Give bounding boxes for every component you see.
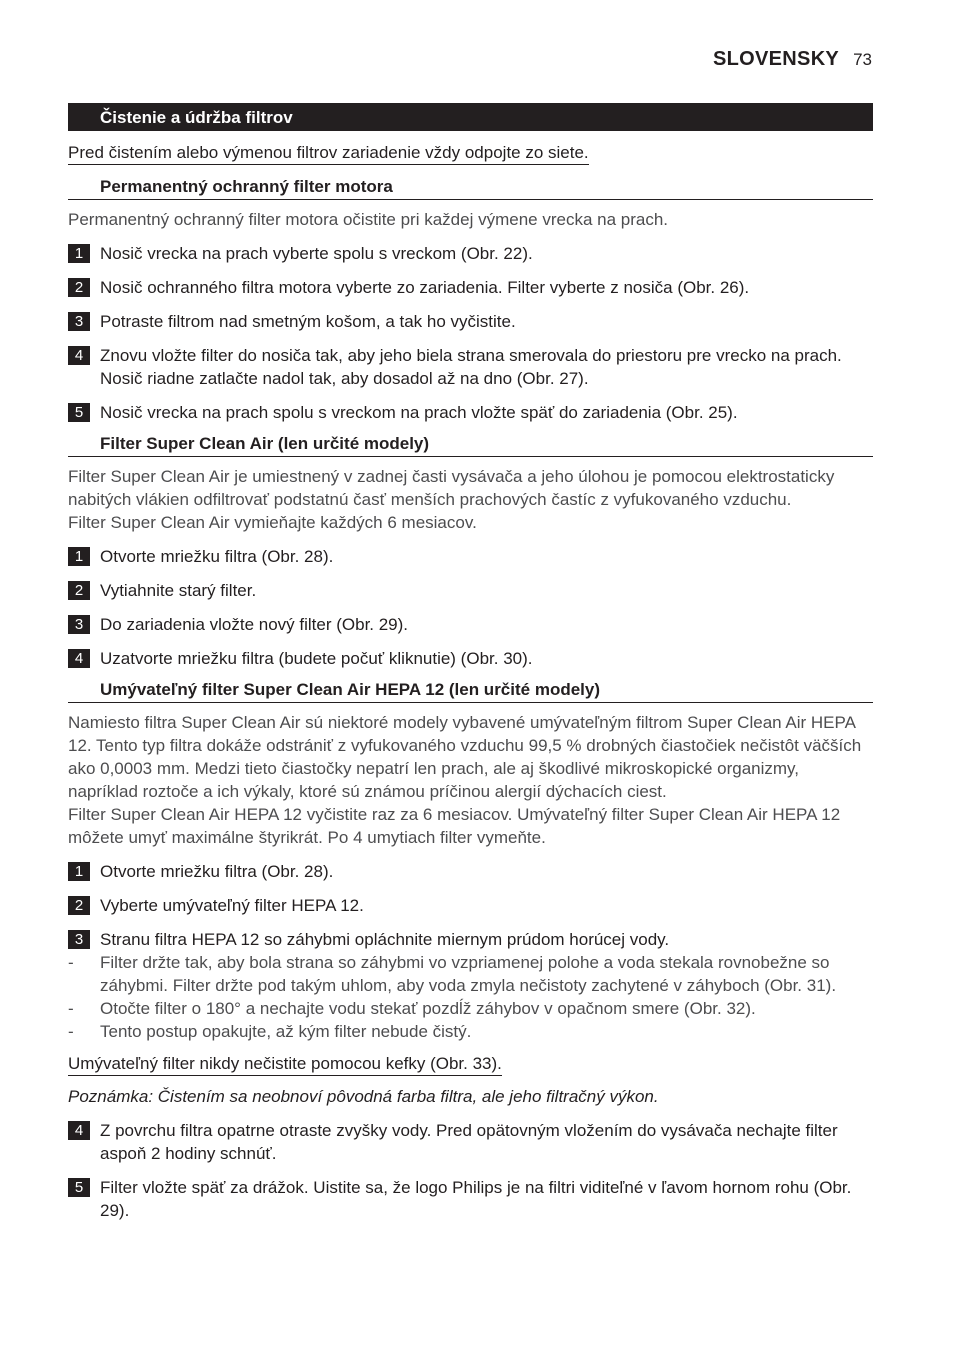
step-number: 1 (68, 862, 90, 881)
dash-item (68, 951, 873, 997)
language-label: SLOVENSKY (713, 48, 840, 70)
step-number: 2 (68, 278, 90, 297)
motor-filter-intro: Permanentný ochranný filter motora očistite pri každej výmene vrecka na prach. (68, 210, 668, 229)
brush-warning: Umývateľný filter nikdy nečistite pomocou kefky (Obr. 33). (68, 1053, 502, 1076)
hepa-filter-intro: Namiesto filtra Super Clean Air sú niektoré modely vybavené umývateľným filtrom Super Clean Air HEPA 12. Tento typ filtra dokáže odstrániť z vyfukovaného vzduchu 99,5 % drobných čiastočiek nečistôt väčších ako 0,0003 mm. Medzi tieto čiastočky nepatrí len prach, ale aj škodlivé mikroskopické organizmy, napríklad roztoče a ich výkaly, ktoré sú známou príčinou alergií dýchacích ciest. (68, 713, 862, 801)
dash-text: Otočte filter o 180° a nechajte vodu stekať pozdĺž záhybov v opačnom smere (Obr. 32). (100, 999, 756, 1018)
step-number: 3 (68, 312, 90, 331)
step-number: 2 (68, 581, 90, 600)
page-header (713, 48, 872, 71)
sca-filter-heading: Filter Super Clean Air (len určité modely) (68, 433, 873, 457)
page-content (68, 103, 873, 1222)
step-number: 4 (68, 1121, 90, 1140)
motor-step-2 (68, 276, 873, 299)
page-number: 73 (853, 50, 872, 69)
sca-filter-replace-info: Filter Super Clean Air vymieňajte každých 6 mesiacov. (68, 513, 477, 532)
dash-item (68, 1020, 873, 1043)
sca-step-3 (68, 613, 873, 636)
step-text: Otvorte mriežku filtra (Obr. 28). (100, 547, 334, 566)
step-text: Nosič ochranného filtra motora vyberte zo zariadenia. Filter vyberte z nosiča (Obr. 26). (100, 278, 750, 297)
dash-bullet: - (68, 1022, 74, 1041)
hepa-step-3 (68, 928, 873, 951)
step-text: Z povrchu filtra opatrne otraste zvyšky vody. Pred opätovným vložením do vysávača nechajte filter aspoň 2 hodiny schnúť. (100, 1121, 838, 1163)
hepa-step-5 (68, 1176, 873, 1222)
motor-step-3 (68, 310, 873, 333)
hepa-step-2 (68, 894, 873, 917)
sca-step-1 (68, 545, 873, 568)
dash-item (68, 997, 873, 1020)
step-text: Filter vložte späť za drážok. Uistite sa, že logo Philips je na filtri viditeľné v ľavom hornom rohu (Obr. 29). (100, 1178, 852, 1220)
step-text: Vyberte umývateľný filter HEPA 12. (100, 896, 364, 915)
section-title-bar: Čistenie a údržba filtrov (68, 103, 873, 131)
note: Poznámka: Čistením sa neobnoví pôvodná farba filtra, ale jeho filtračný výkon. (68, 1087, 659, 1106)
step-number: 2 (68, 896, 90, 915)
step-text: Stranu filtra HEPA 12 so záhybmi opláchnite miernym prúdom horúcej vody. (100, 930, 670, 949)
step-number: 3 (68, 930, 90, 949)
step-text: Otvorte mriežku filtra (Obr. 28). (100, 862, 334, 881)
dash-text: Tento postup opakujte, až kým filter nebude čistý. (100, 1022, 472, 1041)
dash-text: Filter držte tak, aby bola strana so záhybmi vo vzpriamenej polohe a voda stekala rovnobežne so záhybmi. Filter držte pod takým uhlom, aby voda zmyla nečistoty zachytené v záhyboch (Obr. 31). (100, 953, 837, 995)
step-number: 3 (68, 615, 90, 634)
hepa-filter-heading: Umývateľný filter Super Clean Air HEPA 12 (len určité modely) (68, 679, 873, 703)
step-number: 5 (68, 1178, 90, 1197)
step-text: Uzatvorte mriežku filtra (budete počuť kliknutie) (Obr. 30). (100, 649, 533, 668)
step-text: Nosič vrecka na prach spolu s vreckom na prach vložte späť do zariadenia (Obr. 25). (100, 403, 738, 422)
motor-step-4 (68, 344, 873, 390)
step-number: 4 (68, 346, 90, 365)
sca-step-2 (68, 579, 873, 602)
motor-filter-heading: Permanentný ochranný filter motora (68, 176, 873, 200)
step-number: 1 (68, 244, 90, 263)
hepa-filter-cleaning-info: Filter Super Clean Air HEPA 12 vyčistite raz za 6 mesiacov. Umývateľný filter Super Clean Air HEPA 12 môžete umyť maximálne štyrikrát. Po 4 umytiach filter vymeňte. (68, 805, 841, 847)
motor-step-5 (68, 401, 873, 424)
step-text: Do zariadenia vložte nový filter (Obr. 29). (100, 615, 409, 634)
unplug-warning: Pred čistením alebo výmenou filtrov zariadenie vždy odpojte zo siete. (68, 142, 589, 165)
step-number: 4 (68, 649, 90, 668)
step-text: Znovu vložte filter do nosiča tak, aby jeho biela strana smerovala do priestoru pre vrecko na prach. Nosič riadne zatlačte nadol tak, aby dosadol až na dno (Obr. 27). (100, 346, 842, 388)
hepa-step-1 (68, 860, 873, 883)
hepa-step-4 (68, 1119, 873, 1165)
step-text: Potraste filtrom nad smetným košom, a tak ho vyčistite. (100, 312, 516, 331)
dash-bullet: - (68, 999, 74, 1018)
step-number: 1 (68, 547, 90, 566)
dash-bullet: - (68, 953, 74, 972)
step-text: Nosič vrecka na prach vyberte spolu s vreckom (Obr. 22). (100, 244, 533, 263)
sca-step-4 (68, 647, 873, 670)
step-number: 5 (68, 403, 90, 422)
step-text: Vytiahnite starý filter. (100, 581, 257, 600)
sca-filter-intro: Filter Super Clean Air je umiestnený v zadnej časti vysávača a jeho úlohou je pomocou elektrostaticky nabitých vlákien odfiltrovať podstatnú časť menších prachových častíc z vyfukovaného vzduchu. (68, 467, 835, 509)
motor-step-1 (68, 242, 873, 265)
